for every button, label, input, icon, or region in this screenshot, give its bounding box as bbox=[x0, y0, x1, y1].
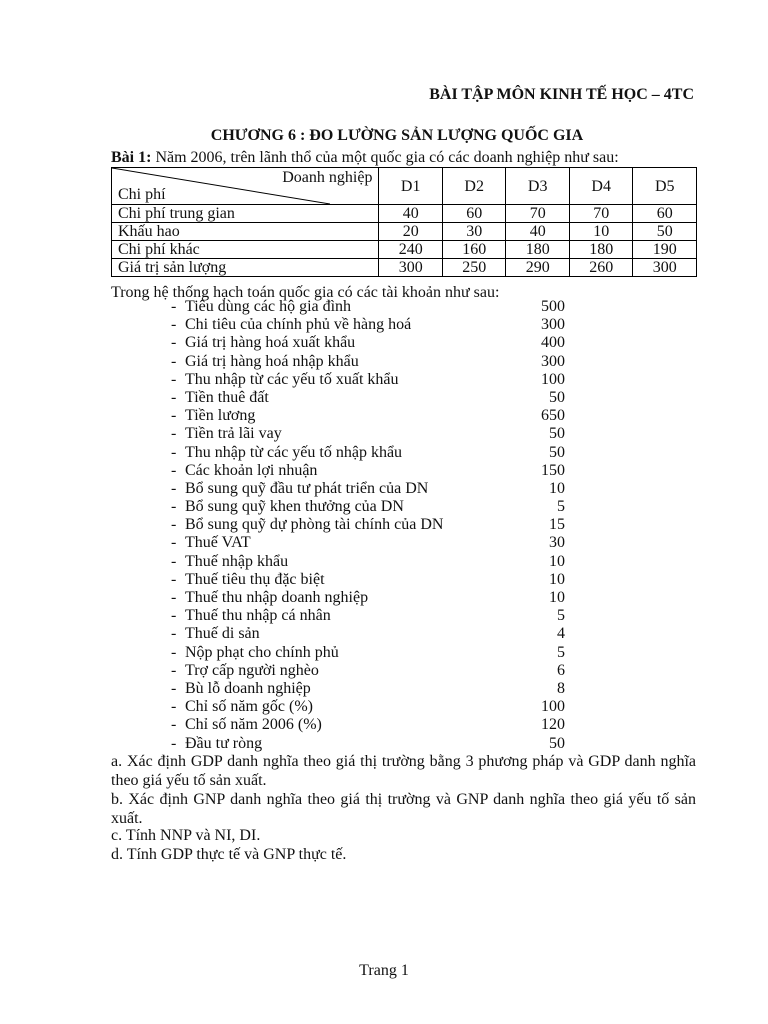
table-cell: 240 bbox=[379, 241, 443, 259]
account-value: 10 bbox=[549, 479, 565, 497]
corner-label-enterprise: Doanh nghiệp bbox=[282, 169, 373, 186]
list-bullet: - bbox=[171, 316, 177, 334]
question-a: a. Xác định GDP danh nghĩa theo giá thị trường bằng 3 phương pháp và GDP danh nghĩa theo giá yếu tố sản xuất. bbox=[111, 753, 696, 789]
account-name: Tiền lương bbox=[185, 407, 256, 425]
list-item bbox=[165, 371, 565, 389]
list-item bbox=[165, 735, 565, 753]
account-name: Tiền thuê đất bbox=[185, 388, 269, 406]
table-cell: 30 bbox=[442, 223, 506, 241]
list-bullet: - bbox=[171, 661, 177, 679]
page-number: Trang 1 bbox=[359, 962, 409, 979]
list-item bbox=[165, 716, 565, 734]
account-value: 5 bbox=[557, 643, 565, 661]
account-value: 4 bbox=[557, 625, 565, 643]
account-value: 15 bbox=[549, 516, 565, 534]
list-bullet: - bbox=[171, 298, 177, 315]
account-value: 50 bbox=[549, 425, 565, 443]
account-value: 300 bbox=[541, 316, 565, 334]
list-item bbox=[165, 516, 565, 534]
list-bullet: - bbox=[171, 407, 177, 425]
account-value: 10 bbox=[549, 589, 565, 606]
account-value: 50 bbox=[549, 443, 565, 461]
row-label: Khấu hao bbox=[112, 223, 379, 241]
table-row bbox=[112, 241, 697, 259]
list-bullet: - bbox=[171, 334, 177, 352]
account-value: 100 bbox=[541, 370, 565, 388]
account-name: Chỉ số năm 2006 (%) bbox=[185, 716, 322, 734]
account-name: Thuế thu nhập cá nhân bbox=[185, 607, 331, 625]
document-title: BÀI TẬP MÔN KINH TẾ HỌC – 4TC bbox=[429, 86, 694, 103]
table-cell: 70 bbox=[569, 205, 633, 223]
table-cell: 180 bbox=[506, 241, 570, 259]
account-value: 50 bbox=[549, 734, 565, 752]
account-name: Thuế thu nhập doanh nghiệp bbox=[185, 589, 369, 606]
list-item bbox=[165, 316, 565, 334]
list-bullet: - bbox=[171, 443, 177, 461]
list-item bbox=[165, 680, 565, 698]
exercise-intro bbox=[111, 149, 619, 167]
account-value: 10 bbox=[549, 552, 565, 570]
list-bullet: - bbox=[171, 388, 177, 406]
row-label: Giá trị sản lượng bbox=[112, 259, 379, 277]
table-cell: 60 bbox=[442, 205, 506, 223]
list-item bbox=[165, 298, 565, 316]
table-cell: 300 bbox=[379, 259, 443, 277]
account-name: Thuế nhập khẩu bbox=[185, 552, 289, 570]
account-value: 6 bbox=[557, 661, 565, 679]
account-name: Nộp phạt cho chính phủ bbox=[185, 643, 339, 661]
account-name: Thu nhập từ các yếu tố xuất khẩu bbox=[185, 370, 399, 388]
account-value: 5 bbox=[557, 607, 565, 625]
list-item bbox=[165, 625, 565, 643]
list-bullet: - bbox=[171, 607, 177, 625]
account-value: 400 bbox=[541, 334, 565, 352]
table-cell: 160 bbox=[442, 241, 506, 259]
list-bullet: - bbox=[171, 498, 177, 516]
list-item bbox=[165, 334, 565, 352]
list-item bbox=[165, 425, 565, 443]
column-header: D2 bbox=[442, 168, 506, 205]
accounts-list bbox=[165, 298, 565, 753]
list-bullet: - bbox=[171, 479, 177, 497]
list-bullet: - bbox=[171, 625, 177, 643]
table-cell: 290 bbox=[506, 259, 570, 277]
list-bullet: - bbox=[171, 534, 177, 552]
account-name: Tiền trả lãi vay bbox=[185, 425, 282, 443]
account-value: 100 bbox=[541, 698, 565, 716]
account-name: Trợ cấp người nghèo bbox=[185, 661, 319, 679]
list-item bbox=[165, 389, 565, 407]
table-cell: 40 bbox=[379, 205, 443, 223]
table-corner-cell bbox=[112, 168, 379, 205]
cost-table-header bbox=[112, 168, 697, 205]
table-cell: 190 bbox=[633, 241, 697, 259]
corner-label-cost: Chi phí bbox=[118, 186, 166, 203]
table-cell: 20 bbox=[379, 223, 443, 241]
account-name: Thuế di sản bbox=[185, 625, 260, 643]
list-bullet: - bbox=[171, 698, 177, 716]
question-d: d. Tính GDP thực tế và GNP thực tế. bbox=[111, 846, 347, 863]
account-name: Các khoản lợi nhuận bbox=[185, 461, 318, 479]
list-item bbox=[165, 589, 565, 607]
list-item bbox=[165, 698, 565, 716]
list-item bbox=[165, 480, 565, 498]
list-item bbox=[165, 662, 565, 680]
list-item bbox=[165, 571, 565, 589]
list-item bbox=[165, 553, 565, 571]
account-value: 5 bbox=[557, 498, 565, 516]
list-item bbox=[165, 462, 565, 480]
account-name: Chi tiêu của chính phủ về hàng hoá bbox=[185, 316, 412, 334]
list-bullet: - bbox=[171, 552, 177, 570]
account-value: 30 bbox=[549, 534, 565, 552]
row-label: Chi phí trung gian bbox=[112, 205, 379, 223]
list-bullet: - bbox=[171, 352, 177, 370]
account-name: Thu nhập từ các yếu tố nhập khẩu bbox=[185, 443, 403, 461]
table-row bbox=[112, 205, 697, 223]
table-cell: 300 bbox=[633, 259, 697, 277]
list-bullet: - bbox=[171, 516, 177, 534]
chapter-heading: CHƯƠNG 6 : ĐO LƯỜNG SẢN LƯỢNG QUỐC GIA bbox=[210, 127, 584, 144]
row-label: Chi phí khác bbox=[112, 241, 379, 259]
list-bullet: - bbox=[171, 461, 177, 479]
account-name: Đầu tư ròng bbox=[185, 734, 263, 752]
account-name: Thuế tiêu thụ đặc biệt bbox=[185, 570, 325, 588]
account-value: 300 bbox=[541, 352, 565, 370]
account-value: 8 bbox=[557, 679, 565, 697]
table-cell: 60 bbox=[633, 205, 697, 223]
table-row bbox=[112, 223, 697, 241]
account-value: 50 bbox=[549, 388, 565, 406]
exercise-label: Bài 1: bbox=[111, 149, 152, 166]
list-item bbox=[165, 607, 565, 625]
account-name: Bổ sung quỹ dự phòng tài chính của DN bbox=[185, 516, 444, 534]
column-header: D3 bbox=[506, 168, 570, 205]
table-cell: 260 bbox=[569, 259, 633, 277]
list-bullet: - bbox=[171, 425, 177, 443]
list-item bbox=[165, 498, 565, 516]
account-name: Giá trị hàng hoá nhập khẩu bbox=[185, 352, 359, 370]
cost-table bbox=[111, 167, 697, 277]
table-row bbox=[112, 259, 697, 277]
account-value: 10 bbox=[549, 570, 565, 588]
table-cell: 10 bbox=[569, 223, 633, 241]
accounts-title: Trong hệ thống hạch toán quốc gia có các tài khoản như sau: bbox=[111, 284, 500, 301]
column-header: D4 bbox=[569, 168, 633, 205]
account-name: Bù lỗ doanh nghiệp bbox=[185, 679, 311, 697]
account-value: 150 bbox=[541, 461, 565, 479]
list-bullet: - bbox=[171, 716, 177, 734]
account-value: 500 bbox=[541, 298, 565, 315]
list-bullet: - bbox=[171, 570, 177, 588]
account-name: Bổ sung quỹ đầu tư phát triển của DN bbox=[185, 479, 429, 497]
account-name: Thuế VAT bbox=[185, 534, 251, 552]
list-bullet: - bbox=[171, 734, 177, 752]
list-bullet: - bbox=[171, 643, 177, 661]
table-cell: 40 bbox=[506, 223, 570, 241]
table-cell: 180 bbox=[569, 241, 633, 259]
list-item bbox=[165, 644, 565, 662]
question-b: b. Xác định GNP danh nghĩa theo giá thị trường và GNP danh nghĩa theo giá yếu tố sản xuất. bbox=[111, 791, 696, 827]
account-name: Giá trị hàng hoá xuất khẩu bbox=[185, 334, 356, 352]
column-header: D5 bbox=[633, 168, 697, 205]
account-name: Chỉ số năm gốc (%) bbox=[185, 698, 313, 716]
table-cell: 50 bbox=[633, 223, 697, 241]
list-item bbox=[165, 407, 565, 425]
question-c: c. Tính NNP và NI, DI. bbox=[111, 827, 261, 844]
column-header: D1 bbox=[379, 168, 443, 205]
list-item bbox=[165, 534, 565, 552]
exercise-intro-text: Năm 2006, trên lãnh thổ của một quốc gia có các doanh nghiệp như sau: bbox=[151, 149, 619, 166]
account-value: 650 bbox=[541, 407, 565, 425]
list-item bbox=[165, 353, 565, 371]
table-cell: 70 bbox=[506, 205, 570, 223]
list-bullet: - bbox=[171, 370, 177, 388]
list-bullet: - bbox=[171, 589, 177, 606]
table-cell: 250 bbox=[442, 259, 506, 277]
account-value: 120 bbox=[541, 716, 565, 734]
list-bullet: - bbox=[171, 679, 177, 697]
list-item bbox=[165, 444, 565, 462]
account-name: Tiêu dùng các hộ gia đình bbox=[185, 298, 352, 315]
account-name: Bổ sung quỹ khen thưởng của DN bbox=[185, 498, 404, 516]
